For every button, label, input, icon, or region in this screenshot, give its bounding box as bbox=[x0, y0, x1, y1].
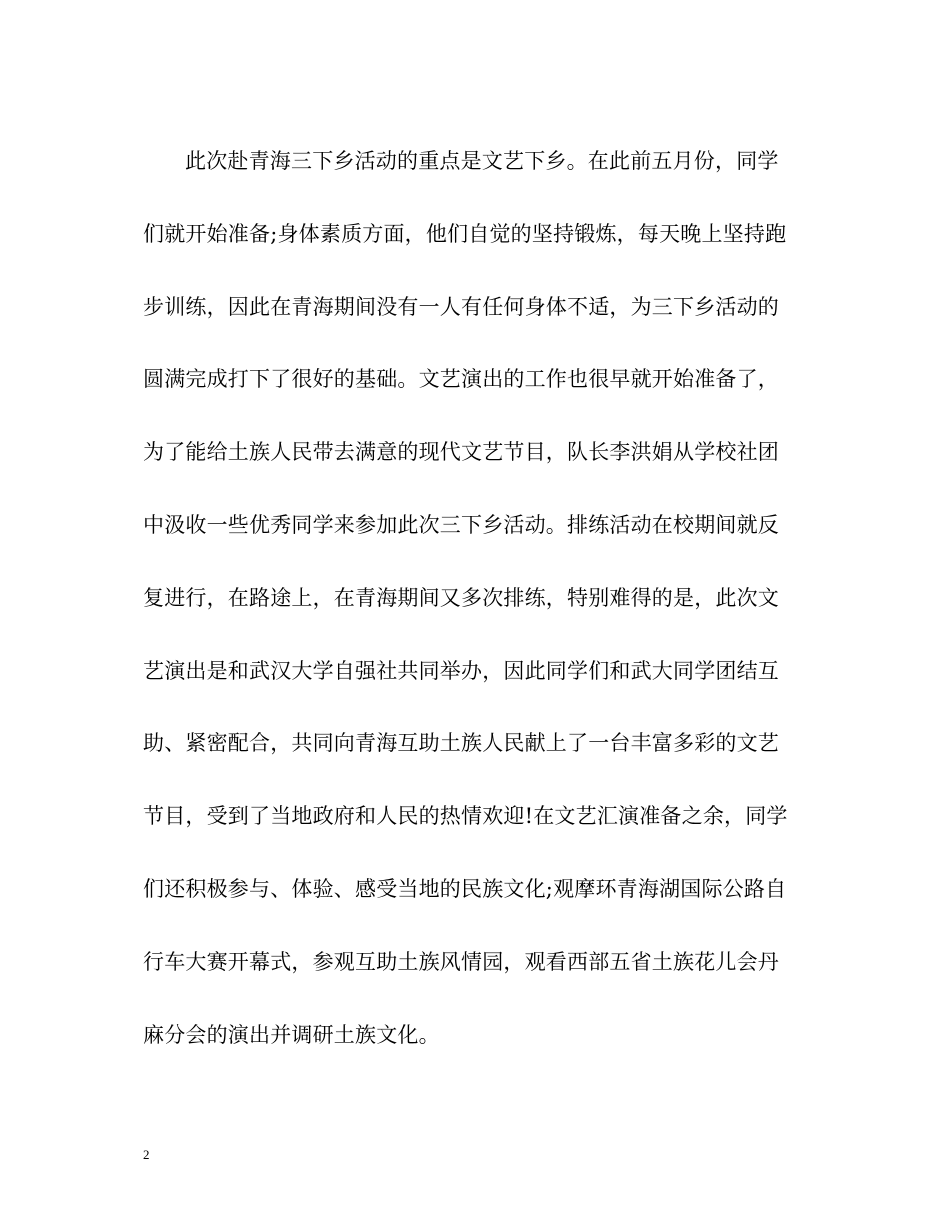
body-paragraph bbox=[143, 139, 811, 1085]
paragraph-line: 节目，受到了当地政府和人民的热情欢迎!在文艺汇演准备之余，同学 bbox=[143, 804, 788, 829]
paragraph-line: 行车大赛开幕式，参观互助土族风情园，观看西部五省土族花儿会丹 bbox=[143, 949, 779, 974]
paragraph-line: 们就开始准备;身体素质方面，他们自觉的坚持锻炼，每天晚上坚持跑 bbox=[143, 221, 787, 246]
paragraph-line: 中汲收一些优秀同学来参加此次三下乡活动。排练活动在校期间就反 bbox=[143, 512, 779, 537]
paragraph-line: 步训练，因此在青海期间没有一人有任何身体不适，为三下乡活动的 bbox=[143, 294, 779, 319]
paragraph-line: 们还积极参与、体验、感受当地的民族文化;观摩环青海湖国际公路自 bbox=[143, 876, 787, 901]
paragraph-line: 助、紧密配合，共同向青海互助土族人民献上了一台丰富多彩的文艺 bbox=[143, 731, 779, 756]
paragraph-line: 艺演出是和武汉大学自强社共同举办，因此同学们和武大同学团结互 bbox=[143, 658, 779, 683]
paragraph-line: 圆满完成打下了很好的基础。文艺演出的工作也很早就开始准备了， bbox=[143, 367, 779, 392]
page-number: 2 bbox=[143, 1147, 150, 1162]
paragraph-line: 复进行，在路途上，在青海期间又多次排练，特别难得的是，此次文 bbox=[143, 585, 779, 610]
paragraph-line: 此次赴青海三下乡活动的重点是文艺下乡。在此前五月份，同学 bbox=[185, 149, 779, 173]
paragraph-line: 为了能给土族人民带去满意的现代文艺节目，队长李洪娟从学校社团 bbox=[143, 440, 779, 465]
paragraph-line: 麻分会的演出并调研土族文化。 bbox=[143, 1022, 440, 1047]
